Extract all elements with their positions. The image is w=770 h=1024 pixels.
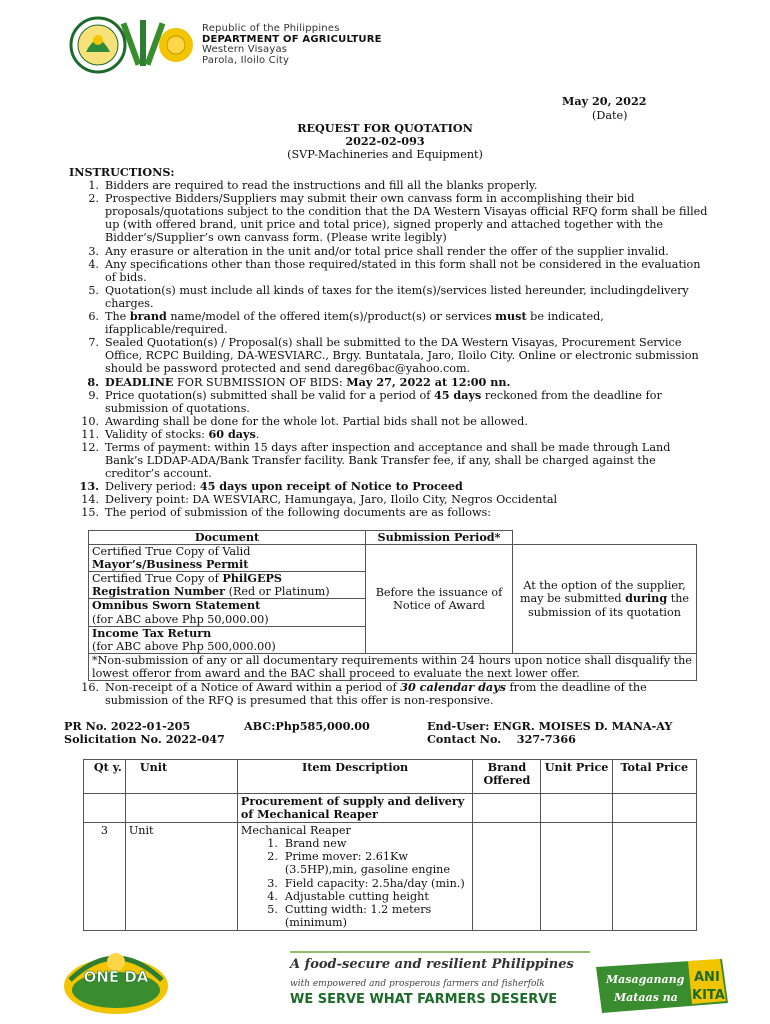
spec-item: 3. Field capacity: 2.5ha/day (min.) <box>267 876 465 890</box>
instruction-item: 2. Prospective Bidders/Suppliers may submit their own canvass form in accomplishing their bid proposals/quotations subject to the condition that the DA Western Visayas official RFQ form shall be filled up (with offered brand, unit price and total price), signed properly and attached together with the Bidder’s/Supplier’s own canvass form. (Please write legibly) <box>88 192 708 245</box>
documents-table <box>88 530 697 681</box>
agency-republic: Republic of the Philippines <box>202 23 340 34</box>
col-brand: Brand Offered <box>473 760 541 794</box>
badge-line2: Mataas na <box>614 991 678 1004</box>
instruction-item: 6. The brand name/model of the offered item(s)/product(s) or services must be indicated, ifapplicable/required. <box>88 309 604 337</box>
title-rfq-number: 2022-02-093 <box>345 134 425 149</box>
rfq-date: May 20, 2022 <box>562 94 647 108</box>
item-qty: 3 <box>84 823 126 931</box>
badge-kita: KITA <box>692 988 725 1003</box>
agency-block <box>202 24 382 66</box>
instruction-item: 14. Delivery point: DA WESVIARC, Hamungaya, Jaro, Iloilo City, Negros Occidental <box>81 493 558 507</box>
item-name: Mechanical Reaper <box>240 824 351 838</box>
instruction-item: 11. Validity of stocks: 60 days. <box>81 426 260 441</box>
item-unit-price-cell[interactable] <box>541 823 612 931</box>
ani-kita-badge <box>592 957 732 1015</box>
doc-mayors-permit: Certified True Copy of Valid Mayor’s/Business Permit <box>89 545 366 572</box>
instruction-item: 15. The period of submission of the following documents are as follows: <box>81 506 492 520</box>
footer-slogan-sub: with empowered and prosperous farmers and fisherfolk <box>290 979 545 989</box>
footer-slogan-main: A food-secure and resilient Philippines <box>290 957 574 972</box>
agency-region: Western Visayas <box>202 44 288 55</box>
item-description <box>237 823 472 931</box>
instructions-heading: INSTRUCTIONS: <box>69 165 175 179</box>
docs-option-cell: At the option of the supplier, may be submitted during the submission of its quotation <box>513 545 697 654</box>
col-unit-price: Unit Price <box>541 760 612 794</box>
spec-item: 2. Prime mover: 2.61Kw (3.5HP),min, gasoline engine <box>267 850 451 877</box>
docs-col-period: Submission Period* <box>366 531 513 545</box>
doc-omnibus: Omnibus Sworn Statement (for ABC above Php 50,000.00) <box>89 599 366 626</box>
col-unit: Unit <box>125 760 237 794</box>
agency-department: DEPARTMENT OF AGRICULTURE <box>202 33 382 45</box>
title-block <box>235 122 535 161</box>
footer-slogan-bold: WE SERVE WHAT FARMERS DESERVE <box>290 992 558 1007</box>
instruction-16: 16. Non-receipt of a Notice of Award within a period of 30 calendar days from the deadline of the submission of the RFQ is presumed that this offer is non-responsive. <box>81 680 647 708</box>
footer-rule <box>290 951 590 953</box>
instruction-item: 1. Bidders are required to read the instructions and fill all the blanks properly. <box>88 179 538 193</box>
badge-line1: Masaganang <box>606 973 685 986</box>
oneda-logo <box>56 940 176 1020</box>
title-rfq: REQUEST FOR QUOTATION <box>297 121 473 135</box>
badge-ani: ANI <box>694 970 720 985</box>
contact: Contact No. 327-7366 <box>427 732 576 746</box>
abc-amount: ABC:Php585,000.00 <box>244 719 370 733</box>
doc-itr: Income Tax Return (for ABC above Php 500,000.00) <box>89 626 366 653</box>
doc-philgeps: Certified True Copy of PhilGEPS Registration Number (Red or Platinum) <box>89 572 366 599</box>
instruction-item: 7. Sealed Quotation(s) / Proposal(s) shall be submitted to the DA Western Visayas, Procurement Service Office, RCPC Building, DA-WESVIARC., Brgy. Buntatala, Jaro, Iloilo City. Online or electronic submission should be password protected and send dareg6bac@yahoo.com. <box>88 336 699 376</box>
da-seal-logo <box>68 14 196 76</box>
end-user: End-User: ENGR. MOISES D. MANA-AY <box>427 719 673 733</box>
instruction-item: 3. Any erasure or alteration in the unit and/or total price shall render the offer of the supplier invalid. <box>88 244 669 258</box>
oneda-logo-text: ONE DA <box>83 968 149 986</box>
pr-number: PR No. 2022-01-205 <box>64 719 191 733</box>
solicitation-number: Solicitation No. 2022-047 <box>64 732 225 746</box>
instruction-item: 4. Any specifications other than those required/stated in this form shall not be considered in the evaluation of bids. <box>88 257 701 284</box>
instruction-item: 13. Delivery period: 45 days upon receipt of Notice to Proceed <box>79 479 463 494</box>
instruction-item: 8. DEADLINE FOR SUBMISSION OF BIDS: May 27, 2022 at 12:00 nn. <box>87 374 511 389</box>
col-total-price: Total Price <box>612 760 696 794</box>
spec-item: 1. Brand new <box>267 837 347 851</box>
instruction-item: 5. Quotation(s) must include all kinds of taxes for the item(s)/services listed hereunder, includingdelivery charges. <box>88 283 689 310</box>
spec-item: 4. Adjustable cutting height <box>267 889 429 903</box>
items-table <box>83 759 697 931</box>
title-category: (SVP-Machineries and Equipment) <box>287 148 483 162</box>
docs-period-cell: Before the issuance of Notice of Award <box>366 545 513 654</box>
item-total-price-cell[interactable] <box>612 823 696 931</box>
docs-col-document: Document <box>89 531 366 545</box>
agency-address: Parola, Iloilo City <box>202 54 290 66</box>
section-title: Procurement of supply and delivery of Mechanical Reaper <box>237 794 472 823</box>
instruction-item: 9. Price quotation(s) submitted shall be valid for a period of 45 days reckoned from the deadline for submission of quotations. <box>88 387 662 415</box>
item-unit: Unit <box>125 823 237 931</box>
instructions-list <box>69 166 709 520</box>
instruction-item: 10. Awarding shall be done for the whole lot. Partial bids shall not be allowed. <box>81 414 528 428</box>
item-brand-cell[interactable] <box>473 823 541 931</box>
date-caption: (Date) <box>592 109 628 122</box>
docs-note: *Non-submission of any or all documentary requirements within 24 hours upon notice shall disqualify the lowest offeror from award and the BAC shall proceed to evaluate the next lower offer. <box>89 653 697 680</box>
col-qty: Qt y. <box>84 760 126 794</box>
col-description: Item Description <box>237 760 472 794</box>
instruction-item: 12. Terms of payment: within 15 days after inspection and acceptance and shall be made through Land Bank’s LDDAP-ADA/Bank Transfer facility. Bank Transfer fee, if any, shall be charged against the creditor’s account. <box>81 440 671 481</box>
spec-item: 5. Cutting width: 1.2 meters (minimum) <box>267 902 432 929</box>
